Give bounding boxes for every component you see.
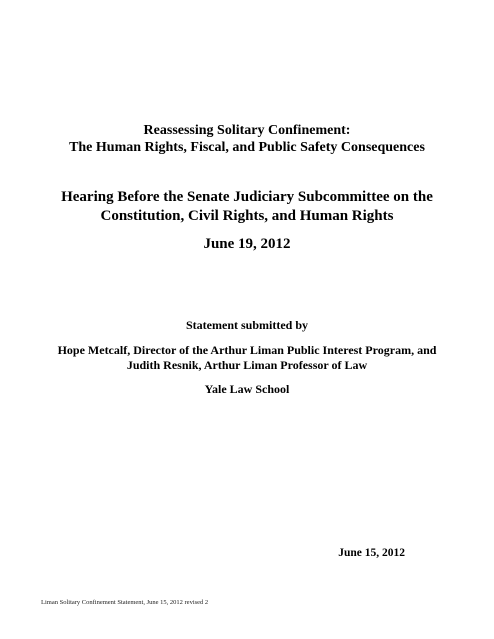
page-footer: Liman Solitary Confinement Statement, June 15, 2012 revised 2 xyxy=(41,599,209,606)
submission-date: June 15, 2012 xyxy=(338,547,405,559)
hearing-line-1: Hearing Before the Senate Judiciary Subcommittee on the xyxy=(61,189,433,205)
statement-heading: Statement submitted by xyxy=(186,318,308,332)
title-line-2: The Human Rights, Fiscal, and Public Safety Consequences xyxy=(69,140,425,155)
hearing-line-2: Constitution, Civil Rights, and Human Rights xyxy=(100,208,394,224)
author-line-1: Hope Metcalf, Director of the Arthur Liman Public Interest Program, and xyxy=(57,343,437,357)
hearing-date: June 19, 2012 xyxy=(203,236,291,252)
institution: Yale Law School xyxy=(204,382,290,396)
title-line-1: Reassessing Solitary Confinement: xyxy=(143,123,351,138)
author-line-2: Judith Resnik, Arthur Liman Professor of Law xyxy=(126,358,368,372)
